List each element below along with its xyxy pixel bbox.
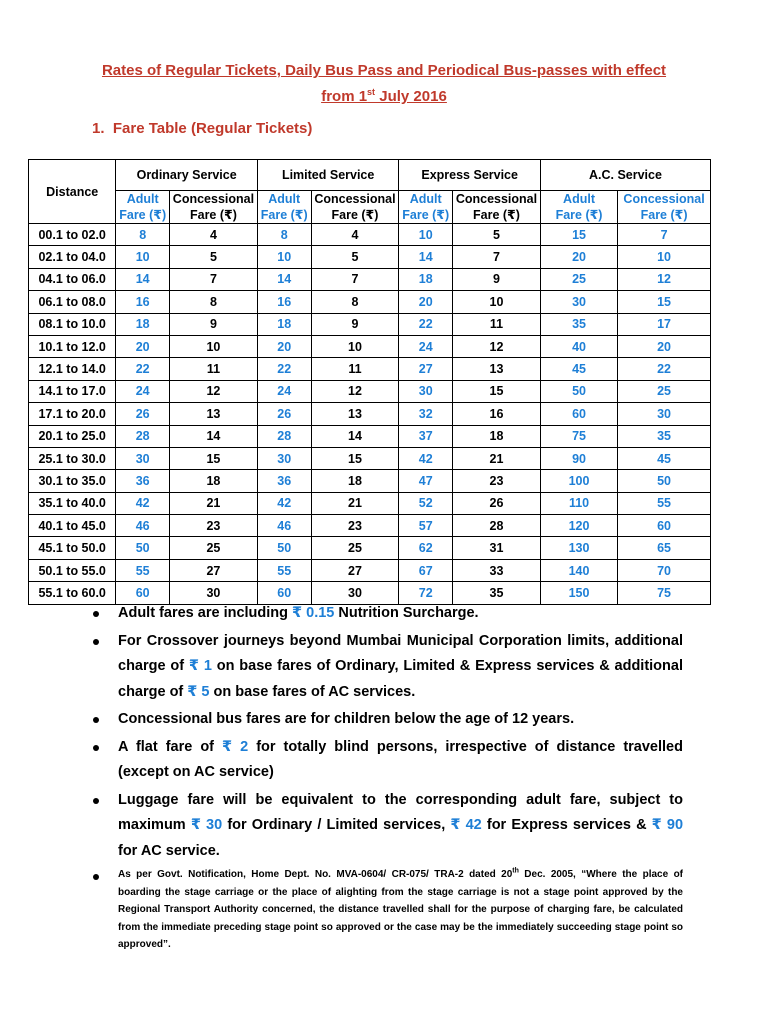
concessional-fare-cell: 70 — [618, 559, 711, 581]
adult-fare-cell: 47 — [399, 470, 453, 492]
concessional-fare-header: Concessional Fare (₹) — [453, 191, 541, 224]
adult-fare-cell: 22 — [257, 358, 311, 380]
adult-fare-cell: 42 — [399, 447, 453, 469]
service-header-express: Express Service — [399, 160, 541, 191]
adult-fare-cell: 60 — [540, 403, 617, 425]
notes-list — [93, 601, 683, 956]
concessional-fare-cell: 30 — [311, 582, 399, 604]
note-govt-notification: As per Govt. Notification, Home Dept. No. MVA-0604/ CR-075/ TRA-2 dated 20th Dec. 2005, “Where the place of boarding the stage carriage or the place of alighting from the stage carriage is not a stage point approved by the Regional Transport Authority concerned, the distance travelled shall for the purpose of charging fare, be calculated from the immediate preceding stage point so approved or the case may be the immediately succeeding stage point so approved”. — [93, 866, 683, 954]
adult-fare-cell: 72 — [399, 582, 453, 604]
concessional-fare-cell: 4 — [311, 224, 399, 246]
adult-fare-cell: 20 — [257, 335, 311, 357]
concessional-fare-cell: 30 — [618, 403, 711, 425]
concessional-fare-cell: 5 — [170, 246, 258, 268]
adult-fare-cell: 10 — [399, 224, 453, 246]
adult-fare-cell: 57 — [399, 515, 453, 537]
table-row — [29, 537, 711, 559]
distance-cell: 06.1 to 08.0 — [29, 291, 116, 313]
concessional-fare-cell: 4 — [170, 224, 258, 246]
adult-fare-cell: 14 — [399, 246, 453, 268]
concessional-fare-cell: 15 — [453, 380, 541, 402]
distance-cell: 04.1 to 06.0 — [29, 268, 116, 290]
concessional-fare-cell: 18 — [170, 470, 258, 492]
concessional-fare-cell: 23 — [453, 470, 541, 492]
concessional-fare-cell: 21 — [311, 492, 399, 514]
adult-fare-cell: 20 — [540, 246, 617, 268]
concessional-fare-cell: 12 — [618, 268, 711, 290]
adult-fare-cell: 120 — [540, 515, 617, 537]
adult-fare-cell: 60 — [116, 582, 170, 604]
adult-fare-cell: 75 — [540, 425, 617, 447]
concessional-fare-cell: 28 — [453, 515, 541, 537]
concessional-fare-cell: 27 — [170, 559, 258, 581]
service-header-ac: A.C. Service — [540, 160, 710, 191]
concessional-fare-cell: 25 — [170, 537, 258, 559]
concessional-fare-cell: 25 — [311, 537, 399, 559]
distance-cell: 40.1 to 45.0 — [29, 515, 116, 537]
concessional-fare-header: Concessional Fare (₹) — [170, 191, 258, 224]
adult-fare-cell: 52 — [399, 492, 453, 514]
adult-fare-cell: 16 — [116, 291, 170, 313]
table-row — [29, 291, 711, 313]
adult-fare-cell: 22 — [116, 358, 170, 380]
adult-fare-cell: 26 — [257, 403, 311, 425]
table-row — [29, 335, 711, 357]
concessional-fare-cell: 11 — [170, 358, 258, 380]
distance-header: Distance — [29, 160, 116, 224]
adult-fare-cell: 45 — [540, 358, 617, 380]
distance-cell: 14.1 to 17.0 — [29, 380, 116, 402]
concessional-fare-cell: 13 — [453, 358, 541, 380]
adult-fare-cell: 55 — [116, 559, 170, 581]
adult-fare-cell: 50 — [540, 380, 617, 402]
table-row — [29, 470, 711, 492]
adult-fare-cell: 16 — [257, 291, 311, 313]
concessional-fare-cell: 60 — [618, 515, 711, 537]
adult-fare-cell: 14 — [116, 268, 170, 290]
adult-fare-cell: 150 — [540, 582, 617, 604]
concessional-fare-cell: 26 — [453, 492, 541, 514]
table-row — [29, 515, 711, 537]
concessional-fare-header: Concessional Fare (₹) — [618, 191, 711, 224]
note-concessional: Concessional bus fares are for children below the age of 12 years. — [93, 707, 683, 733]
title-line-1: Rates of Regular Tickets, Daily Bus Pass and Periodical Bus-passes with effect — [101, 62, 667, 79]
distance-cell: 10.1 to 12.0 — [29, 335, 116, 357]
concessional-fare-cell: 10 — [170, 335, 258, 357]
adult-fare-cell: 10 — [116, 246, 170, 268]
page-title — [0, 58, 768, 110]
adult-fare-cell: 50 — [116, 537, 170, 559]
concessional-fare-cell: 13 — [311, 403, 399, 425]
adult-fare-cell: 100 — [540, 470, 617, 492]
concessional-fare-cell: 75 — [618, 582, 711, 604]
distance-cell: 55.1 to 60.0 — [29, 582, 116, 604]
adult-fare-cell: 110 — [540, 492, 617, 514]
concessional-fare-cell: 10 — [311, 335, 399, 357]
concessional-fare-cell: 9 — [311, 313, 399, 335]
adult-fare-cell: 36 — [257, 470, 311, 492]
concessional-fare-cell: 21 — [170, 492, 258, 514]
adult-fare-cell: 22 — [399, 313, 453, 335]
concessional-fare-cell: 14 — [170, 425, 258, 447]
section-heading — [92, 120, 312, 137]
distance-cell: 45.1 to 50.0 — [29, 537, 116, 559]
concessional-fare-cell: 27 — [311, 559, 399, 581]
concessional-fare-cell: 7 — [618, 224, 711, 246]
service-header-ordinary: Ordinary Service — [116, 160, 258, 191]
table-row — [29, 492, 711, 514]
concessional-fare-cell: 35 — [618, 425, 711, 447]
fare-table-body — [29, 224, 711, 605]
table-row — [29, 380, 711, 402]
concessional-fare-cell: 45 — [618, 447, 711, 469]
distance-cell: 20.1 to 25.0 — [29, 425, 116, 447]
concessional-fare-cell: 10 — [618, 246, 711, 268]
adult-fare-cell: 30 — [116, 447, 170, 469]
concessional-fare-cell: 8 — [311, 291, 399, 313]
distance-cell: 08.1 to 10.0 — [29, 313, 116, 335]
adult-fare-cell: 35 — [540, 313, 617, 335]
adult-fare-cell: 27 — [399, 358, 453, 380]
adult-fare-cell: 30 — [399, 380, 453, 402]
concessional-fare-cell: 25 — [618, 380, 711, 402]
adult-fare-cell: 32 — [399, 403, 453, 425]
adult-fare-cell: 24 — [116, 380, 170, 402]
adult-fare-header: Adult Fare (₹) — [257, 191, 311, 224]
adult-fare-header: Adult Fare (₹) — [540, 191, 617, 224]
concessional-fare-cell: 9 — [453, 268, 541, 290]
table-row — [29, 425, 711, 447]
adult-fare-cell: 42 — [116, 492, 170, 514]
adult-fare-cell: 8 — [116, 224, 170, 246]
concessional-fare-cell: 15 — [170, 447, 258, 469]
concessional-fare-cell: 7 — [170, 268, 258, 290]
table-row — [29, 224, 711, 246]
concessional-fare-cell: 17 — [618, 313, 711, 335]
table-row — [29, 403, 711, 425]
adult-fare-cell: 30 — [540, 291, 617, 313]
concessional-fare-cell: 50 — [618, 470, 711, 492]
adult-fare-cell: 25 — [540, 268, 617, 290]
concessional-fare-cell: 12 — [311, 380, 399, 402]
adult-fare-cell: 15 — [540, 224, 617, 246]
table-row — [29, 313, 711, 335]
concessional-fare-cell: 14 — [311, 425, 399, 447]
concessional-fare-cell: 11 — [311, 358, 399, 380]
adult-fare-cell: 140 — [540, 559, 617, 581]
adult-fare-cell: 24 — [399, 335, 453, 357]
adult-fare-cell: 130 — [540, 537, 617, 559]
adult-fare-header: Adult Fare (₹) — [116, 191, 170, 224]
concessional-fare-cell: 13 — [170, 403, 258, 425]
service-header-limited: Limited Service — [257, 160, 399, 191]
concessional-fare-cell: 35 — [453, 582, 541, 604]
concessional-fare-cell: 7 — [311, 268, 399, 290]
adult-fare-cell: 46 — [116, 515, 170, 537]
adult-fare-cell: 50 — [257, 537, 311, 559]
section-heading-text: Fare Table (Regular Tickets) — [112, 120, 313, 137]
table-row — [29, 268, 711, 290]
adult-fare-cell: 55 — [257, 559, 311, 581]
adult-fare-cell: 62 — [399, 537, 453, 559]
adult-fare-cell: 20 — [399, 291, 453, 313]
distance-cell: 12.1 to 14.0 — [29, 358, 116, 380]
adult-fare-cell: 18 — [116, 313, 170, 335]
adult-fare-cell: 42 — [257, 492, 311, 514]
adult-fare-cell: 28 — [116, 425, 170, 447]
concessional-fare-cell: 23 — [170, 515, 258, 537]
concessional-fare-cell: 20 — [618, 335, 711, 357]
adult-fare-cell: 60 — [257, 582, 311, 604]
concessional-fare-cell: 8 — [170, 291, 258, 313]
adult-fare-cell: 40 — [540, 335, 617, 357]
concessional-fare-cell: 10 — [453, 291, 541, 313]
concessional-fare-cell: 18 — [453, 425, 541, 447]
adult-fare-cell: 18 — [257, 313, 311, 335]
fare-table — [28, 159, 711, 605]
concessional-fare-cell: 7 — [453, 246, 541, 268]
adult-fare-cell: 30 — [257, 447, 311, 469]
distance-cell: 17.1 to 20.0 — [29, 403, 116, 425]
note-nutrition-surcharge: Adult fares are including ₹ 0.15 Nutrition Surcharge. — [93, 601, 683, 627]
distance-cell: 50.1 to 55.0 — [29, 559, 116, 581]
concessional-fare-header: Concessional Fare (₹) — [311, 191, 399, 224]
adult-fare-cell: 90 — [540, 447, 617, 469]
concessional-fare-cell: 23 — [311, 515, 399, 537]
adult-fare-cell: 18 — [399, 268, 453, 290]
adult-fare-cell: 24 — [257, 380, 311, 402]
concessional-fare-cell: 22 — [618, 358, 711, 380]
distance-cell: 25.1 to 30.0 — [29, 447, 116, 469]
concessional-fare-cell: 5 — [453, 224, 541, 246]
concessional-fare-cell: 15 — [311, 447, 399, 469]
adult-fare-cell: 14 — [257, 268, 311, 290]
distance-cell: 35.1 to 40.0 — [29, 492, 116, 514]
concessional-fare-cell: 15 — [618, 291, 711, 313]
table-row — [29, 559, 711, 581]
table-row — [29, 246, 711, 268]
concessional-fare-cell: 18 — [311, 470, 399, 492]
concessional-fare-cell: 30 — [170, 582, 258, 604]
concessional-fare-cell: 11 — [453, 313, 541, 335]
note-blind-fare: A flat fare of ₹ 2 for totally blind persons, irrespective of distance travelled (except on AC service) — [93, 735, 683, 786]
adult-fare-cell: 10 — [257, 246, 311, 268]
concessional-fare-cell: 12 — [453, 335, 541, 357]
adult-fare-cell: 46 — [257, 515, 311, 537]
adult-fare-cell: 26 — [116, 403, 170, 425]
concessional-fare-cell: 5 — [311, 246, 399, 268]
section-number: 1. — [92, 120, 105, 137]
adult-fare-cell: 67 — [399, 559, 453, 581]
table-row — [29, 358, 711, 380]
concessional-fare-cell: 33 — [453, 559, 541, 581]
adult-fare-cell: 28 — [257, 425, 311, 447]
concessional-fare-cell: 31 — [453, 537, 541, 559]
adult-fare-cell: 8 — [257, 224, 311, 246]
distance-cell: 00.1 to 02.0 — [29, 224, 116, 246]
adult-fare-header: Adult Fare (₹) — [399, 191, 453, 224]
concessional-fare-cell: 9 — [170, 313, 258, 335]
concessional-fare-cell: 55 — [618, 492, 711, 514]
note-luggage-fare: Luggage fare will be equivalent to the corresponding adult fare, subject to maximum ₹ 30 for Ordinary / Limited services, ₹ 42 for Express services & ₹ 90 for AC service. — [93, 788, 683, 865]
concessional-fare-cell: 21 — [453, 447, 541, 469]
distance-cell: 30.1 to 35.0 — [29, 470, 116, 492]
note-crossover-charge: For Crossover journeys beyond Mumbai Municipal Corporation limits, additional charge of ₹ 1 on base fares of Ordinary, Limited & Express services & additional charge of ₹ 5 on base fares of AC services. — [93, 629, 683, 706]
table-row — [29, 447, 711, 469]
distance-cell: 02.1 to 04.0 — [29, 246, 116, 268]
adult-fare-cell: 37 — [399, 425, 453, 447]
adult-fare-cell: 36 — [116, 470, 170, 492]
title-line-2: from 1st July 2016 — [321, 87, 447, 105]
concessional-fare-cell: 12 — [170, 380, 258, 402]
concessional-fare-cell: 65 — [618, 537, 711, 559]
concessional-fare-cell: 16 — [453, 403, 541, 425]
adult-fare-cell: 20 — [116, 335, 170, 357]
